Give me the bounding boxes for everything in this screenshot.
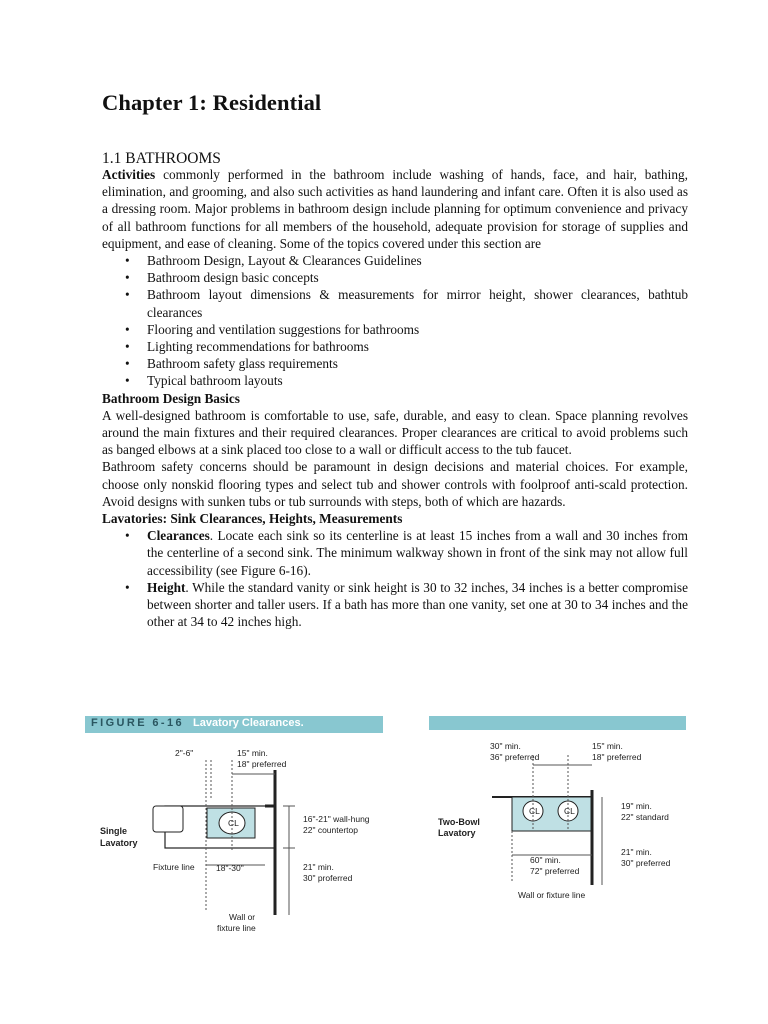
list-item: • Flooring and ventilation suggestions for bathrooms xyxy=(147,321,688,338)
dim-label: 15" min. xyxy=(237,748,268,758)
dim-label: 18"-30" xyxy=(216,863,244,873)
list-item: • Bathroom safety glass requirements xyxy=(147,355,688,372)
intro-lead: Activities xyxy=(102,167,156,182)
dim-label: fixture line xyxy=(217,923,256,933)
lavatories-heading: Lavatories: Sink Clearances, Heights, Measurements xyxy=(102,511,403,527)
item-term: Height xyxy=(147,579,186,595)
figure-caption-bar-right xyxy=(429,716,686,730)
topics-list xyxy=(102,252,688,390)
two-bowl-lavatory-diagram xyxy=(432,735,687,905)
dim-label: 18" preferred xyxy=(592,752,642,762)
dim-label: 30" preferred xyxy=(621,858,671,868)
dim-label: 15" min. xyxy=(592,741,623,751)
centerline-symbol: CL xyxy=(529,806,540,816)
fixture-label: Single xyxy=(100,826,128,836)
dim-label: 30" proferred xyxy=(303,873,353,883)
item-text: . Locate each sink so its centerline is at least 15 inches from a wall and 30 inches from the centerline of a second sink. The minimum walkway shown in front of the sink may not allow full accessibility (see Figure 6-16). xyxy=(147,528,688,578)
design-basics-paragraph-2: Bathroom safety concerns should be paramount in design decisions and material choices. For example, choose only nonskid flooring types and select tub and shower controls with foolproof anti-scald protection. Avoid designs with sunken tubs or tub surrounds with steps, both of which are hazards. xyxy=(102,459,688,509)
list-item: • Typical bathroom layouts xyxy=(147,372,688,389)
dim-label: 30" min. xyxy=(490,741,521,751)
figure-caption-bar xyxy=(85,716,383,733)
figure-number: FIGURE 6-16 xyxy=(91,717,185,729)
design-basics-paragraph-1: A well-designed bathroom is comfortable to use, safe, durable, and easy to clean. Space planning revolves around the main fixtures and their required clearances. Proper clearances are critical to avoid problems such as banged elbows at a sink placed too close to a wall or difficult access to the tub faucet. xyxy=(102,407,688,458)
chapter-title: Chapter 1: Residential xyxy=(102,90,322,115)
dim-label: 16"-21" wall-hung xyxy=(303,814,370,824)
centerline-symbol: CL xyxy=(228,818,239,828)
list-item xyxy=(147,527,688,579)
dim-label: 21" min. xyxy=(303,862,334,872)
dim-label: Wall or xyxy=(229,912,256,922)
design-basics-heading: Bathroom Design Basics xyxy=(102,390,240,406)
body-text xyxy=(102,166,688,630)
fixture-label: Two-Bowl xyxy=(438,817,480,827)
dim-label: Wall or fixture line xyxy=(518,890,586,900)
list-item: • Bathroom design basic concepts xyxy=(147,269,688,286)
fixture-label: Lavatory xyxy=(100,838,138,848)
fixture-label: Lavatory xyxy=(438,828,476,838)
section-heading: 1.1 BATHROOMS xyxy=(102,150,221,167)
dim-label: 21" min. xyxy=(621,847,652,857)
list-item: • Lighting recommendations for bathrooms xyxy=(147,338,688,355)
intro-text: commonly performed in the bathroom include washing of hands, face, and hair, bathing, elimination, and grooming, and also such activities as hand laundering and infant care. Often it is also used as a dressing room. Major problems in bathroom design include planning for optimum convenience and privacy of all bathroom functions for all members of the household, adequate provision for storage of supplies and equipment, and ease of cleaning. Some of the topics covered under this section are xyxy=(102,167,688,251)
dim-label: 60" min. xyxy=(530,855,561,865)
figure-caption: Lavatory Clearances. xyxy=(193,717,304,729)
dim-label: 22" countertop xyxy=(303,825,359,835)
intro-paragraph xyxy=(102,166,688,252)
dim-label: 19" min. xyxy=(621,801,652,811)
dim-label: Fixture line xyxy=(153,862,195,872)
dim-label: 72" preferred xyxy=(530,866,580,876)
item-text: . While the standard vanity or sink height is 30 to 32 inches, 34 inches is a better compromise between shorter and taller users. If a bath has more than one vanity, set one at 30 to 34 inches and the other at 34 to 42 inches high. xyxy=(147,579,688,630)
single-lavatory-diagram xyxy=(95,740,385,940)
dim-label: 2"-6" xyxy=(175,748,194,758)
dim-label: 18" preferred xyxy=(237,759,287,769)
list-item: • Bathroom Design, Layout & Clearances Guidelines xyxy=(147,252,688,269)
dim-label: 36" preferred xyxy=(490,752,540,762)
centerline-symbol: CL xyxy=(564,806,575,816)
adjacent-fixture-shape xyxy=(153,806,183,832)
list-item xyxy=(147,579,688,631)
item-term: Clearances xyxy=(147,528,210,544)
list-item: • Bathroom layout dimensions & measurements for mirror height, shower clearances, bathtub clearances xyxy=(147,286,688,320)
lavatories-list xyxy=(102,527,688,630)
dim-label: 22" standard xyxy=(621,812,669,822)
